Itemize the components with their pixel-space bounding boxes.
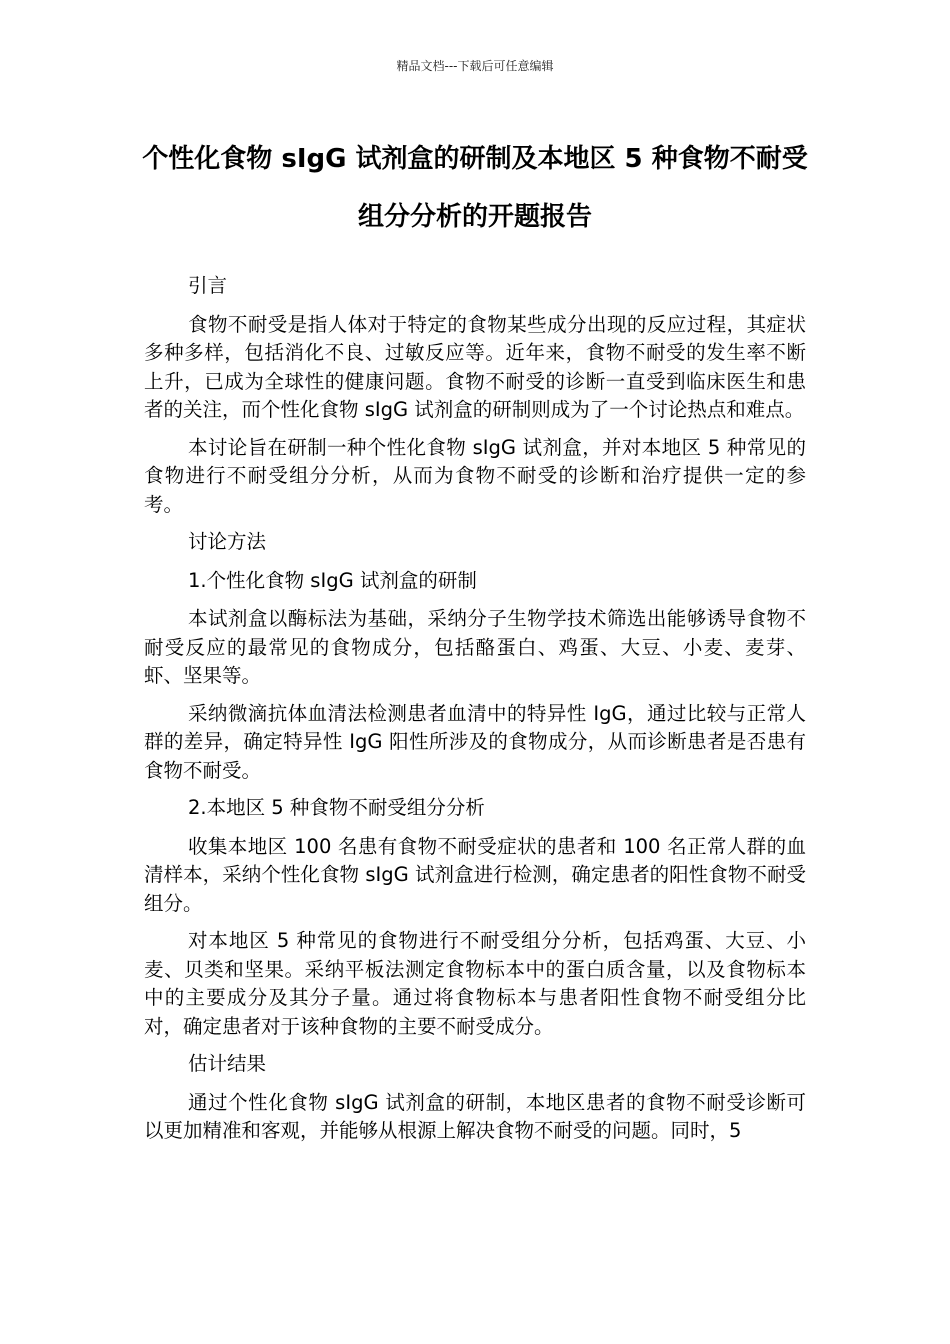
section-heading-methods: 讨论方法 bbox=[188, 530, 267, 553]
header-note: 精品文档---下载后可任意编辑 bbox=[396, 59, 554, 73]
paragraph-food-analysis: 对本地区 5 种常见的食物进行不耐受组分分析，包括鸡蛋、大豆、小麦、贝类和坚果。采纳平板法测定食物标本中的蛋白质含量，以及食物标本中的主要成分及其分子量。通过将食物标本与患者阳性食物不耐受组分比对，确定患者对于该种食物的主要不耐受成分。 bbox=[144, 929, 806, 1038]
paragraph-intro-background: 食物不耐受是指人体对于特定的食物某些成分出现的反应过程，其症状多种多样，包括消化不良、过敏反应等。近年来，食物不耐受的发生率不断上升，已成为全球性的健康问题。食物不耐受的诊断一直受到临床医生和患者的关注，而个性化食物 sIgG 试剂盒的研制则成为了一个讨论热点和难点。 bbox=[144, 312, 806, 421]
paragraph-intro-aim: 本讨论旨在研制一种个性化食物 sIgG 试剂盒，并对本地区 5 种常见的食物进行不耐受组分分析，从而为食物不耐受的诊断和治疗提供一定的参考。 bbox=[144, 435, 806, 516]
section-heading-expected-results: 估计结果 bbox=[188, 1052, 267, 1075]
section-heading-introduction: 引言 bbox=[188, 274, 228, 297]
subheading-kit-development: 1.个性化食物 sIgG 试剂盒的研制 bbox=[188, 568, 477, 592]
paragraph-kit-detection: 采纳微滴抗体血清法检测患者血清中的特异性 IgG，通过比较与正常人群的差异，确定特异性 IgG 阳性所涉及的食物成分，从而诊断患者是否患有食物不耐受。 bbox=[144, 701, 806, 782]
paragraph-expected-results: 通过个性化食物 sIgG 试剂盒的研制，本地区患者的食物不耐受诊断可以更加精准和客观，并能够从根源上解决食物不耐受的问题。同时，5 bbox=[144, 1090, 806, 1142]
paragraph-kit-basis: 本试剂盒以酶标法为基础，采纳分子生物学技术筛选出能够诱导食物不耐受反应的最常见的食物成分，包括酪蛋白、鸡蛋、大豆、小麦、麦芽、虾、坚果等。 bbox=[144, 607, 806, 687]
subheading-component-analysis: 2.本地区 5 种食物不耐受组分分析 bbox=[188, 796, 485, 819]
document-body bbox=[144, 272, 806, 1155]
document-title: 个性化食物 sIgG 试剂盒的研制及本地区 5 种食物不耐受组分分析的开题报告 bbox=[142, 144, 808, 232]
paragraph-sample-collection: 收集本地区 100 名患有食物不耐受症状的患者和 100 名正常人群的血清样本，采纳个性化食物 sIgG 试剂盒进行检测，确定患者的阳性食物不耐受组分。 bbox=[144, 834, 806, 915]
